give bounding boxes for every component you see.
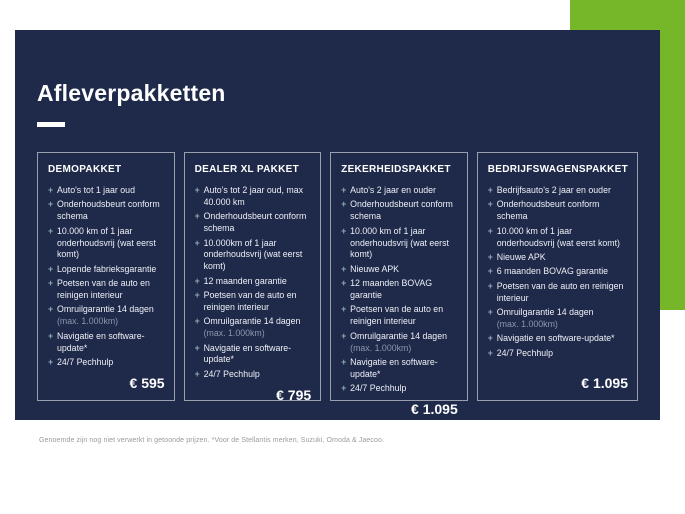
feature-body [204, 290, 312, 314]
feature-text: Navigatie en software-update* [203, 342, 292, 365]
package-feature [195, 238, 312, 274]
feature-text: 10.000km of 1 jaar onderhoudsvrij (wat eerst komt) [203, 237, 303, 272]
plus-icon: + [487, 266, 493, 277]
feature-body [497, 348, 628, 360]
feature-text: 12 maanden BOVAG garantie [350, 278, 433, 300]
feature-body [497, 281, 628, 305]
feature-text: Navigatie en software-update* [350, 356, 438, 379]
feature-text: Auto's tot 2 jaar oud, max 40.000 km [203, 185, 304, 207]
plus-icon: + [48, 356, 54, 367]
feature-text: 24/7 Pechhulp [57, 356, 114, 367]
package-feature [48, 264, 165, 276]
package-feature [195, 276, 312, 288]
package-feature [488, 348, 628, 360]
feature-text: Poetsen van de auto en reinigen interieur [57, 278, 150, 300]
package-feature [341, 383, 458, 395]
package-feature-list [195, 185, 312, 381]
plus-icon: + [48, 304, 54, 315]
plus-icon: + [194, 275, 200, 286]
page-title: Afleverpakketten [37, 80, 226, 106]
plus-icon: + [487, 347, 493, 358]
package-feature [488, 307, 628, 331]
feature-body [350, 357, 458, 381]
package-feature [195, 343, 312, 367]
feature-note: (max. 1.000km) [203, 328, 265, 339]
feature-body [57, 226, 165, 262]
plus-icon: + [341, 330, 347, 341]
feature-body [350, 331, 458, 355]
feature-body [204, 316, 312, 340]
feature-text: Nieuwe APK [350, 263, 400, 274]
plus-icon: + [341, 383, 347, 394]
plus-icon: + [487, 251, 493, 262]
plus-icon: + [194, 211, 200, 222]
plus-icon: + [341, 199, 347, 210]
feature-body [350, 185, 458, 197]
feature-body [57, 185, 165, 197]
feature-body [497, 333, 628, 345]
plus-icon: + [194, 185, 200, 195]
plus-icon: + [194, 316, 200, 327]
feature-text: 24/7 Pechhulp [350, 383, 407, 394]
feature-text: Onderhoudsbeurt conform schema [57, 199, 160, 222]
feature-text: Omruilgarantie 14 dagen [350, 330, 447, 341]
package-price: € 1.095 [581, 375, 629, 391]
feature-body [350, 199, 458, 223]
package-name: BEDRIJFSWAGENSPAKKET [487, 164, 629, 175]
feature-text: 12 maanden garantie [203, 275, 287, 286]
plus-icon: + [48, 278, 54, 289]
feature-body [57, 357, 165, 369]
package-feature [488, 226, 628, 250]
plus-icon: + [487, 199, 493, 210]
package-feature [48, 304, 165, 328]
feature-body [497, 252, 628, 264]
package-feature [48, 278, 165, 302]
package-feature [48, 185, 165, 197]
feature-body [57, 199, 165, 223]
feature-body [204, 369, 312, 381]
package-card [184, 152, 322, 401]
feature-text: Poetsen van de auto en reinigen interieur [203, 290, 297, 312]
feature-body [350, 278, 458, 302]
package-name: DEALER XL PAKKET [194, 164, 300, 175]
feature-text: 6 maanden BOVAG garantie [496, 266, 609, 277]
feature-text: Nieuwe APK [496, 251, 546, 262]
footnote: Genoemde zijn nog niet verwerkt in getoonde prijzen. *Voor de Stellantis merken, Suzuki, Omoda & Jaecoo. [39, 437, 385, 444]
package-feature [195, 211, 312, 235]
feature-text: 24/7 Pechhulp [203, 368, 260, 379]
plus-icon: + [194, 290, 200, 300]
feature-text: Omruilgarantie 14 dagen [203, 316, 301, 327]
feature-text: Onderhoudsbeurt conform schema [496, 199, 600, 222]
package-feature [341, 357, 458, 381]
package-feature [195, 369, 312, 381]
feature-body [497, 307, 628, 331]
plus-icon: + [48, 263, 54, 274]
package-feature [488, 333, 628, 345]
feature-body [497, 266, 628, 278]
packages-panel [15, 30, 660, 420]
title-underline [37, 122, 65, 127]
feature-body [204, 343, 312, 367]
feature-text: Omruilgarantie 14 dagen [57, 304, 154, 315]
plus-icon: + [341, 263, 347, 274]
package-feature [488, 252, 628, 264]
feature-body [57, 331, 165, 355]
package-feature [341, 304, 458, 328]
feature-text: Navigatie en software-update* [57, 330, 145, 353]
feature-text: Onderhoudsbeurt conform schema [203, 211, 307, 234]
feature-body [57, 264, 165, 276]
plus-icon: + [48, 185, 54, 195]
feature-body [350, 383, 458, 395]
package-feature [48, 226, 165, 262]
feature-body [350, 304, 458, 328]
package-feature [48, 331, 165, 355]
feature-body [204, 238, 312, 274]
plus-icon: + [341, 185, 347, 195]
feature-body [204, 185, 312, 209]
feature-text: Bedrijfsauto's 2 jaar en ouder [496, 185, 611, 195]
package-feature [488, 266, 628, 278]
package-feature-list [341, 185, 458, 395]
package-feature [195, 316, 312, 340]
package-name: DEMOPAKKET [48, 164, 122, 175]
package-feature [195, 185, 312, 209]
plus-icon: + [341, 225, 347, 236]
plus-icon: + [194, 368, 200, 379]
feature-text: Lopende fabrieksgarantie [57, 263, 157, 274]
feature-body [57, 304, 165, 328]
plus-icon: + [194, 342, 200, 353]
plus-icon: + [194, 237, 200, 248]
plus-icon: + [487, 225, 493, 236]
package-price: € 795 [276, 386, 312, 403]
package-card [37, 152, 175, 401]
feature-text: 10.000 km of 1 jaar onderhoudsvrij (wat eerst komt) [350, 225, 449, 260]
package-feature-list [488, 185, 628, 359]
feature-body [497, 185, 628, 197]
package-feature [341, 278, 458, 302]
package-feature [48, 357, 165, 369]
feature-text: 24/7 Pechhulp [496, 347, 553, 358]
plus-icon: + [48, 330, 54, 341]
feature-note: (max. 1.000km) [57, 316, 119, 327]
plus-icon: + [48, 225, 54, 236]
package-cards [37, 152, 638, 417]
feature-body [204, 276, 312, 288]
package-feature [488, 185, 628, 197]
package-price: € 1.095 [411, 401, 458, 417]
package-feature [195, 290, 312, 314]
feature-note: (max. 1.000km) [496, 318, 558, 329]
package-feature [341, 185, 458, 197]
feature-text: 10.000 km of 1 jaar onderhoudsvrij (wat eerst komt) [496, 225, 620, 248]
plus-icon: + [487, 306, 493, 317]
feature-note: (max. 1.000km) [350, 342, 412, 353]
package-feature [341, 226, 458, 262]
plus-icon: + [341, 356, 347, 367]
plus-icon: + [341, 278, 347, 289]
package-feature [488, 281, 628, 305]
package-name: ZEKERHEIDSPAKKET [341, 164, 451, 175]
feature-body [350, 226, 458, 262]
feature-text: Auto's tot 1 jaar oud [57, 185, 135, 195]
feature-text: Poetsen van de auto en reinigen interieur [350, 304, 444, 327]
package-price: € 595 [129, 375, 165, 391]
package-card [477, 152, 638, 401]
plus-icon: + [341, 304, 347, 315]
plus-icon: + [487, 185, 493, 195]
plus-icon: + [487, 280, 493, 291]
package-feature [341, 331, 458, 355]
feature-body [350, 264, 458, 276]
feature-text: Auto's 2 jaar en ouder [350, 185, 436, 195]
package-feature [341, 264, 458, 276]
feature-text: Navigatie en software-update* [496, 333, 615, 344]
feature-text: Omruilgarantie 14 dagen [496, 306, 594, 317]
package-feature [48, 199, 165, 223]
package-feature [488, 199, 628, 223]
feature-text: 10.000 km of 1 jaar onderhoudsvrij (wat eerst komt) [57, 225, 156, 260]
feature-body [57, 278, 165, 302]
feature-body [497, 199, 628, 223]
package-card [330, 152, 468, 417]
feature-text: Poetsen van de auto en reinigen interieur [496, 280, 624, 303]
feature-text: Onderhoudsbeurt conform schema [350, 199, 453, 222]
plus-icon: + [487, 333, 493, 344]
package-feature [341, 199, 458, 223]
package-feature-list [48, 185, 165, 369]
plus-icon: + [48, 199, 54, 210]
feature-body [497, 226, 628, 250]
feature-body [204, 211, 312, 235]
